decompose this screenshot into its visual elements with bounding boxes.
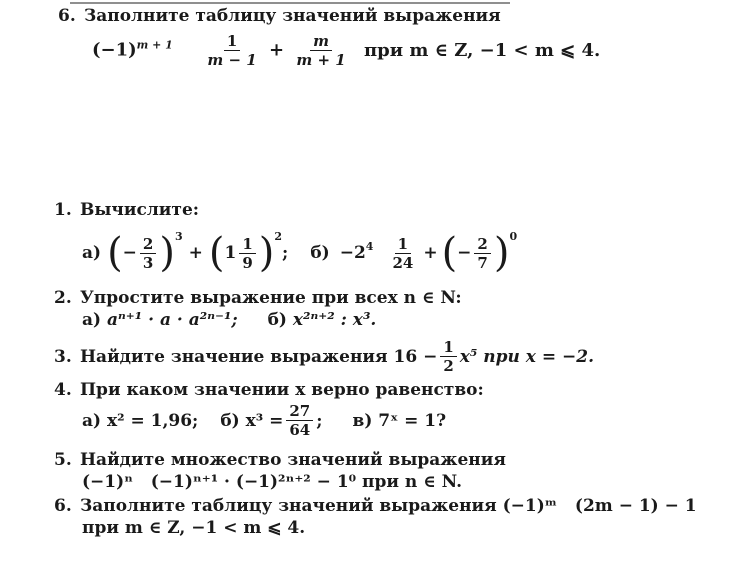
fraction-2-3: $\frac{2}{3}$ (140, 235, 156, 272)
problem-5-text: Найдите множество значений выражения (80, 450, 506, 470)
problem-6-text: Заполните таблицу значений выражения (−1)ᵐ (2m − 1) − 1 (80, 496, 697, 516)
problem-3-text-after: x⁵ при x = −2. (459, 346, 595, 367)
problem-5-title (54, 450, 506, 470)
fraction-1-24: $\frac{1}{24}$ (392, 234, 414, 272)
problem-2-part-b: x²ⁿ⁺² : x³. (292, 310, 377, 330)
expr-exponent: m + 1 (136, 38, 173, 52)
fraction-1-9: $\frac{1}{9}$ (239, 235, 255, 272)
top-problem-title-line (58, 6, 501, 26)
problem-3 (54, 338, 594, 375)
expr-base: (−1) (92, 39, 137, 61)
problem-4-part-c: в) 7ˣ = 1? (352, 410, 447, 431)
problem-4-title (54, 380, 484, 400)
part-b-label: б) (310, 243, 330, 263)
problem-4-part-a: а) x² = 1,96; (82, 410, 199, 431)
problem-2-number: 2. (54, 288, 72, 308)
problem-4-number: 4. (54, 380, 72, 400)
problem-4-part-b: б) x³ = (220, 410, 284, 431)
plus-sign: + (268, 39, 285, 61)
problem-2-text: Упростите выражение при всех n ∈ N: (80, 288, 462, 308)
problem-5-expression: (−1)ⁿ (−1)ⁿ⁺¹ · (−1)²ⁿ⁺² − 1⁰ при n ∈ N. (82, 472, 463, 492)
problem-1-title (54, 200, 199, 220)
fraction-1: $\frac{1}{m - 1}$ (207, 32, 257, 69)
top-problem-expression (92, 32, 600, 69)
problem-2-title (54, 288, 462, 308)
problem-1-expressions: а) ( − $\frac{2}{3}$ ) $^3$ + ( 1 $\frac{1}{9}$ ) $^2$ ; б) −2 $^4$ $\frac{1}{24}$ + ( − $\frac{2}{7}$ ) $^0$ (82, 230, 518, 276)
fraction-27-64: $\frac{27}{64}$ (286, 402, 313, 439)
problem-6-line-1 (54, 496, 697, 516)
fraction-2-7: $\frac{2}{7}$ (474, 235, 490, 272)
condition-text: при m ∈ Z, −1 < m ⩽ 4. (363, 39, 601, 61)
top-problem-number: 6. (58, 6, 76, 26)
top-problem-title: Заполните таблицу значений выражения (84, 6, 501, 26)
problem-6-line-2: при m ∈ Z, −1 < m ⩽ 4. (82, 518, 306, 538)
problem-2-parts: а) aⁿ⁺¹ · a · a²ⁿ⁻¹; б) x²ⁿ⁺² : x³. (82, 310, 377, 330)
fraction-1-2: $\frac{1}{2}$ (440, 338, 456, 375)
problem-3-number: 3. (54, 346, 72, 367)
part-a-label: а) (82, 243, 102, 263)
problem-5-number: 5. (54, 450, 72, 470)
problem-2-part-a: aⁿ⁺¹ · a · a²ⁿ⁻¹; (106, 310, 238, 330)
problem-1-text: Вычислите: (80, 200, 200, 220)
problem-6-number: 6. (54, 496, 72, 516)
problem-4-parts: а) x² = 1,96; б) x³ = $\frac{27}{64}$ ; в) 7ˣ = 1? (82, 402, 447, 439)
problem-1-number: 1. (54, 200, 72, 220)
fraction-2: $\frac{m}{m + 1}$ (296, 32, 346, 69)
cut-top-edge (70, 0, 510, 4)
problem-4-text: При каком значении x верно равенство: (80, 380, 484, 400)
problem-3-text-before: Найдите значение выражения 16 − (80, 346, 438, 367)
